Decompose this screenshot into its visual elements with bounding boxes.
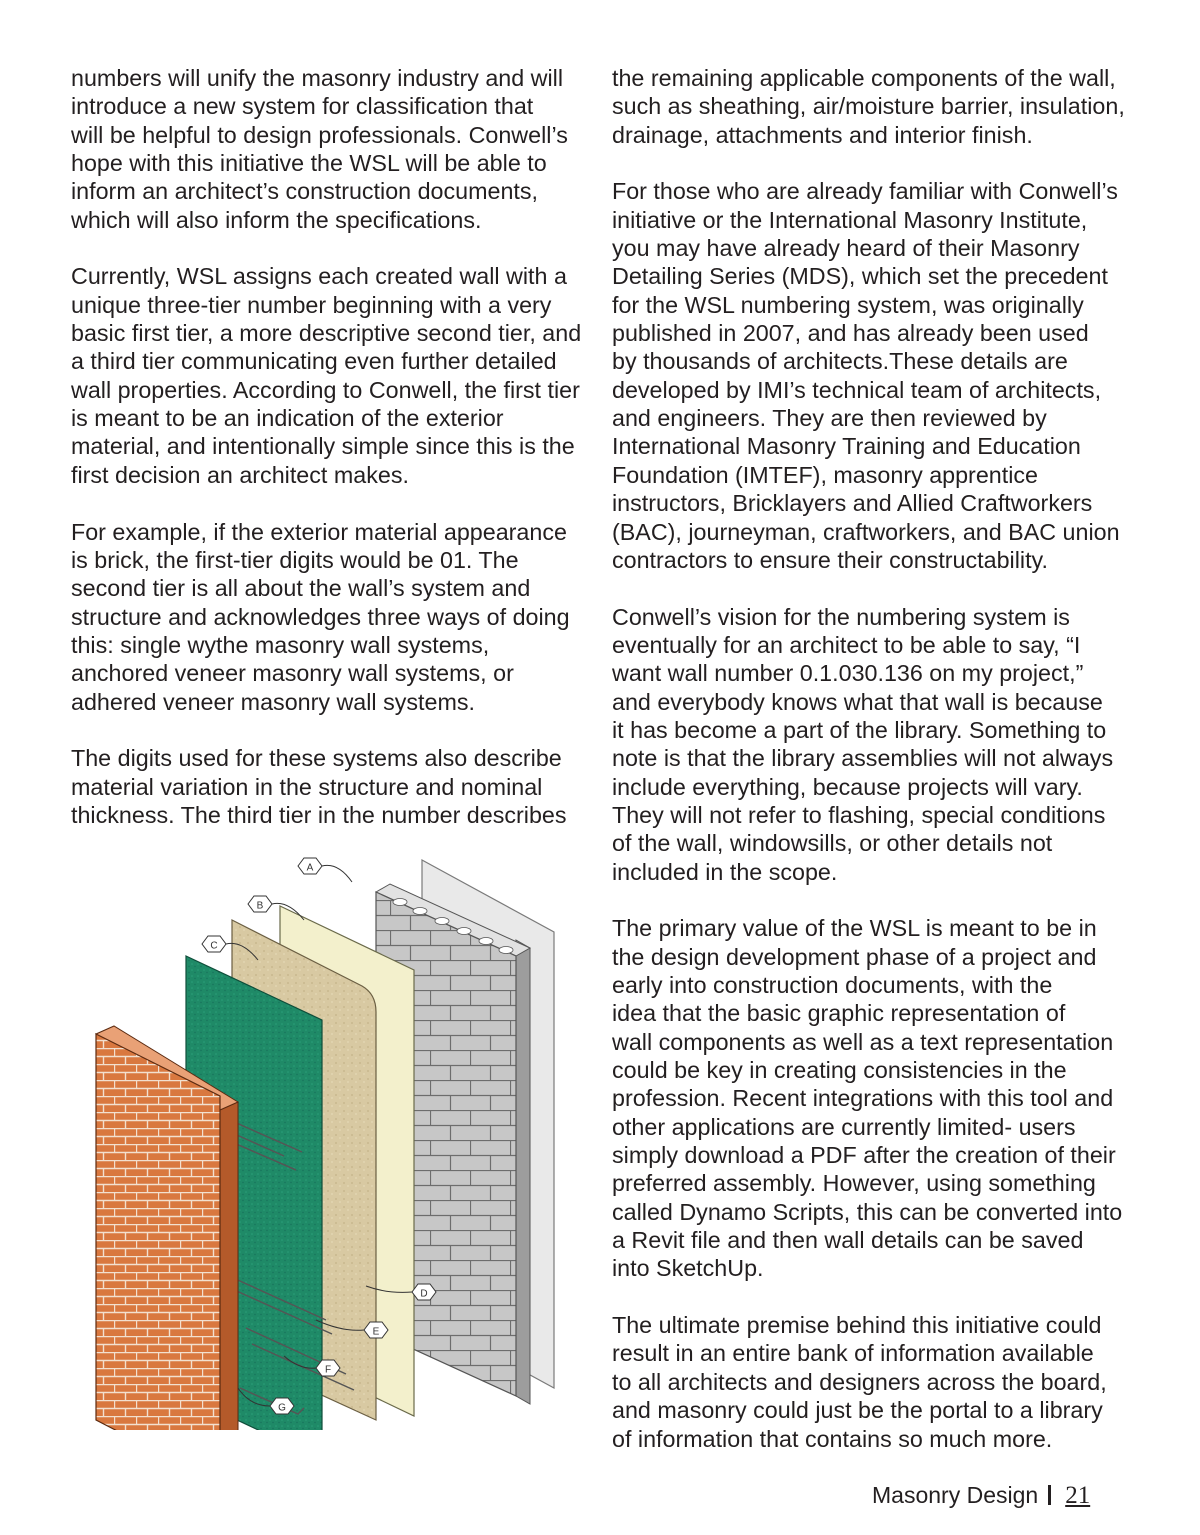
text-line: into SketchUp. (612, 1255, 764, 1282)
text-line: is brick, the first-tier digits would be 01. The (71, 546, 519, 573)
text-line: inform an architect’s construction documents, (71, 178, 539, 205)
text-line: will be helpful to design professionals. Conwell’s (71, 121, 568, 148)
text-line: contractors to ensure their constructability. (612, 546, 1048, 573)
text-line: adhered veneer masonry wall systems. (71, 688, 475, 715)
text-line: the remaining applicable components of the wall, (612, 65, 1116, 91)
text-line: anchored veneer masonry wall systems, or (71, 660, 514, 687)
text-line: material, and intentionally simple since this is the (71, 433, 575, 460)
page-number: 21 (1065, 1482, 1091, 1509)
text-line: Conwell’s vision for the numbering system is (612, 603, 1070, 630)
text-line: For those who are already familiar with Conwell’s (612, 178, 1118, 205)
text-line: by thousands of architects.These details are (612, 348, 1068, 375)
wall-assembly-diagram (70, 840, 590, 1430)
text-line: The primary value of the WSL is meant to be in (612, 915, 1097, 942)
paragraph (71, 64, 591, 234)
cmu-side (516, 940, 530, 1404)
text-line: and engineers. They are then reviewed by (612, 405, 1047, 432)
text-line: first decision an architect makes. (71, 461, 409, 488)
text-line: introduce a new system for classification that (71, 93, 534, 120)
text-line: wall components as well as a text representation (612, 1028, 1114, 1055)
paragraph (71, 262, 591, 489)
text-line: early into construction documents, with the (612, 972, 1053, 998)
paragraph (612, 64, 1152, 149)
callout-label-e: E (372, 1326, 380, 1338)
paragraph (71, 518, 591, 716)
text-line: eventually for an architect to be able to say, “I (612, 631, 1081, 658)
text-line: a third tier communicating even further detailed (71, 348, 557, 375)
brick-veneer-side (220, 1096, 238, 1430)
text-line: which will also inform the specifications. (71, 206, 482, 233)
text-line: the design development phase of a project and (612, 943, 1097, 970)
text-line: note is that the library assemblies will not always (612, 745, 1114, 772)
callout-label-g: G (278, 1402, 286, 1414)
text-line: could be key in creating consistencies in the (612, 1057, 1067, 1084)
text-line: a Revit file and then wall details can be saved (612, 1227, 1084, 1254)
paragraph (612, 177, 1152, 574)
text-line: published in 2007, and has already been used (612, 320, 1089, 347)
text-line: idea that the basic graphic representation of (612, 1000, 1066, 1027)
text-line: such as sheathing, air/moisture barrier, insulation, (612, 93, 1125, 120)
text-line: basic first tier, a more descriptive second tier, and (71, 320, 582, 347)
text-line: second tier is all about the wall’s system and (71, 575, 531, 602)
text-line: structure and acknowledges three ways of doing (71, 603, 570, 630)
text-line: International Masonry Training and Education (612, 433, 1081, 460)
footer-divider (1048, 1485, 1051, 1505)
text-line: called Dynamo Scripts, this can be converted into (612, 1198, 1123, 1225)
text-line: preferred assembly. However, using something (612, 1170, 1096, 1197)
text-line: include everything, because projects will vary. (612, 773, 1083, 800)
text-line: Foundation (IMTEF), masonry apprentice (612, 461, 1038, 488)
text-line: you may have already heard of their Masonry (612, 235, 1080, 262)
right-column (612, 64, 1152, 1481)
text-line: profession. Recent integrations with this tool and (612, 1085, 1114, 1112)
callout-label-a: A (306, 862, 314, 874)
text-line: (BAC), journeyman, craftworkers, and BAC union (612, 518, 1120, 545)
text-line: for the WSL numbering system, was originally (612, 291, 1084, 318)
text-line: of information that contains so much more. (612, 1425, 1053, 1452)
text-line: and masonry could just be the portal to a library (612, 1397, 1103, 1424)
paragraph (612, 603, 1152, 886)
callout-a (298, 858, 352, 882)
text-line: drainage, attachments and interior finish. (612, 121, 1033, 148)
callout-label-d: D (420, 1288, 428, 1300)
text-line: result in an entire bank of information available (612, 1340, 1094, 1367)
text-line: instructors, Bricklayers and Allied Craftworkers (612, 490, 1093, 517)
text-line: simply download a PDF after the creation of their (612, 1142, 1116, 1169)
text-line: material variation in the structure and nominal (71, 773, 543, 800)
text-line: The ultimate premise behind this initiative could (612, 1312, 1102, 1339)
text-line: to all architects and designers across the board, (612, 1368, 1107, 1395)
paragraph (612, 1311, 1152, 1453)
brick-veneer-layer (96, 1034, 220, 1430)
text-line: want wall number 0.1.030.136 on my project,” (612, 660, 1084, 687)
text-line: numbers will unify the masonry industry and will (71, 65, 564, 91)
text-line: and everybody knows what that wall is because (612, 688, 1103, 715)
text-line: Currently, WSL assigns each created wall with a (71, 263, 567, 290)
text-line: other applications are currently limited- users (612, 1113, 1076, 1140)
text-line: it has become a part of the library. Something to (612, 716, 1107, 743)
callout-label-f: F (324, 1364, 332, 1376)
text-line: They will not refer to flashing, special conditions (612, 801, 1106, 828)
text-line: included in the scope. (612, 858, 838, 885)
text-line: developed by IMI’s technical team of architects, (612, 376, 1102, 403)
text-line: wall properties. According to Conwell, the first tier (71, 376, 580, 403)
page-footer (872, 1482, 1090, 1510)
text-line: this: single wythe masonry wall systems, (71, 631, 490, 658)
section-title: Masonry Design (872, 1482, 1039, 1508)
text-line: hope with this initiative the WSL will be able to (71, 150, 547, 177)
text-line: The digits used for these systems also describe (71, 745, 562, 772)
paragraph (612, 914, 1152, 1282)
text-line: unique three-tier number beginning with a very (71, 291, 552, 318)
left-column (71, 64, 591, 858)
callout-label-b: B (256, 900, 264, 912)
text-line: thickness. The third tier in the number describes (71, 801, 567, 828)
text-line: initiative or the International Masonry Institute, (612, 206, 1088, 233)
text-line: is meant to be an indication of the exterior (71, 405, 504, 432)
text-line: Detailing Series (MDS), which set the precedent (612, 263, 1108, 290)
callout-label-c: C (210, 940, 218, 952)
paragraph (71, 744, 591, 829)
text-line: of the wall, windowsills, or other details not (612, 830, 1053, 857)
text-line: For example, if the exterior material appearance (71, 518, 567, 545)
